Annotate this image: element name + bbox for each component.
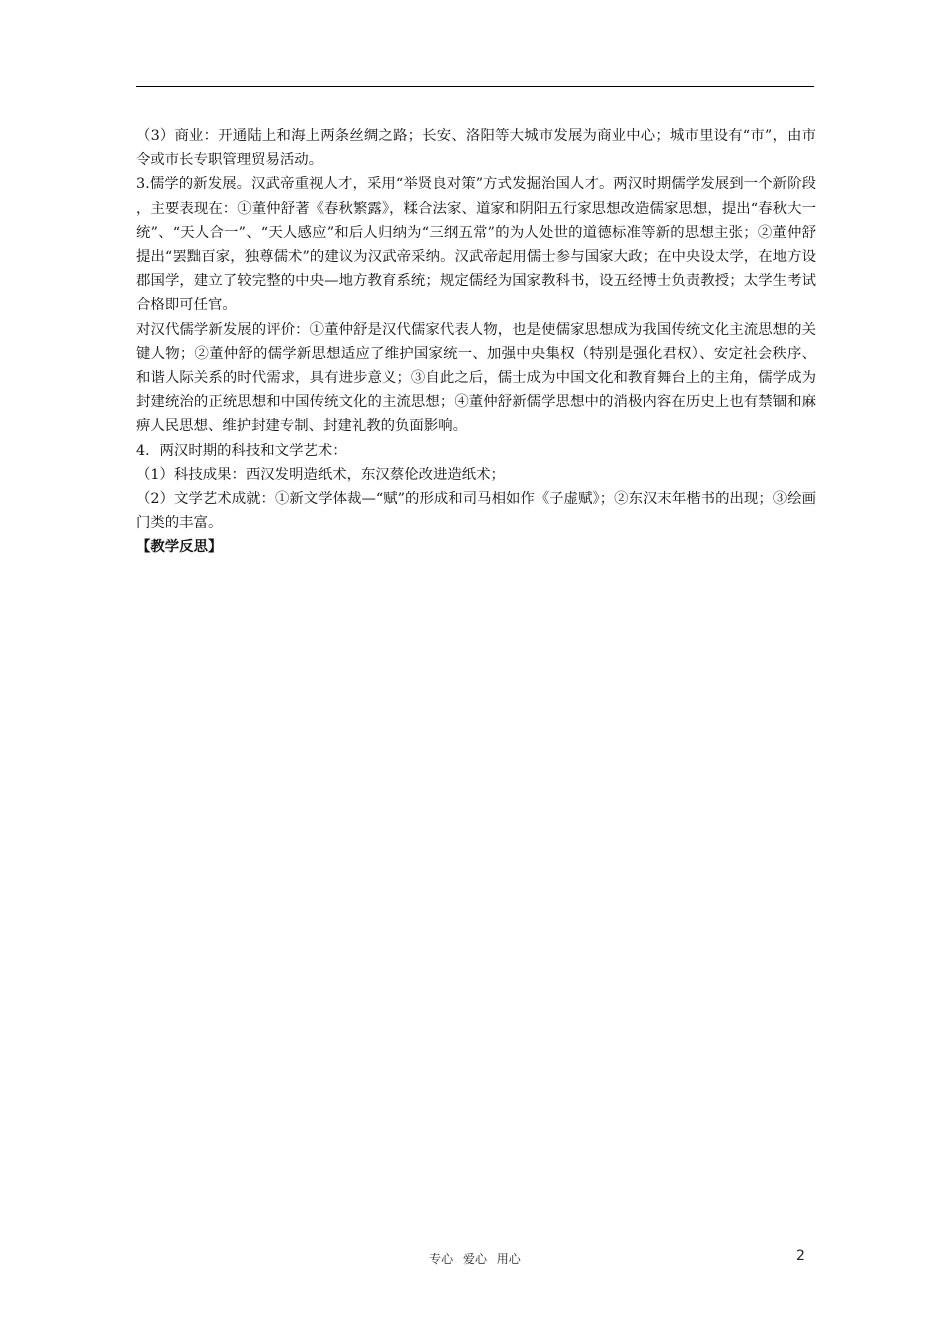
paragraph-commerce: （3）商业：开通陆上和海上两条丝绸之路；长安、洛阳等大城市发展为商业中心；城市里设有“市”，由市令或市长专职管理贸易活动。: [136, 128, 816, 169]
paragraph-literature: （2）文学艺术成就：①新文学体裁—“赋”的形成和司马相如作《子虚赋》；②东汉末年楷书的出现；③绘画门类的丰富。: [136, 491, 816, 532]
paragraph-science-heading: 4．两汉时期的科技和文学艺术：: [136, 442, 347, 459]
footer-motto: 专心 爱心 用心: [429, 1252, 521, 1266]
paragraph-confucianism: 3.儒学的新发展。汉武帝重视人才，采用“举贤良对策”方式发掘治国人才。两汉时期儒学发展到一个新阶段，主要表现在：①董仲舒著《春秋繁露》，糅合法家、道家和阴阳五行家思想改造儒家思想，提出“春秋大一统”、“天人合一”、“天人感应”和后人归纳为“三纲五常”的为人处世的道德标准等新的思想主张；②董仲舒提出“罢黜百家，独尊儒术”的建议为汉武帝采纳。汉武帝起用儒士参与国家大政；在中央设太学，在地方设郡国学，建立了较完整的中央—地方教育系统；规定儒经为国家教科书，设五经博士负责教授；太学生考试合格即可任官。: [136, 176, 816, 314]
page-number: 2: [796, 1248, 805, 1264]
paragraph-evaluation: 对汉代儒学新发展的评价：①董仲舒是汉代儒家代表人物，也是使儒家思想成为我国传统文化主流思想的关键人物；②董仲舒的儒学新思想适应了维护国家统一、加强中央集权（特别是强化君权）、安定社会秩序、和谐人际关系的时代需求，具有进步意义；③自此之后，儒士成为中国文化和教育舞台上的主角，儒学成为封建统治的正统思想和中国传统文化的主流思想；④董仲舒新儒学思想中的消极内容在历史上也有禁锢和麻痹人民思想、维护封建专制、封建礼教的负面影响。: [136, 321, 816, 435]
document-body: [136, 124, 816, 560]
section-heading-reflection: 【教学反思】: [136, 539, 223, 556]
paragraph-science: （1）科技成果：西汉发明造纸术，东汉蔡伦改进造纸术；: [136, 466, 505, 483]
header-rule: [136, 86, 814, 87]
